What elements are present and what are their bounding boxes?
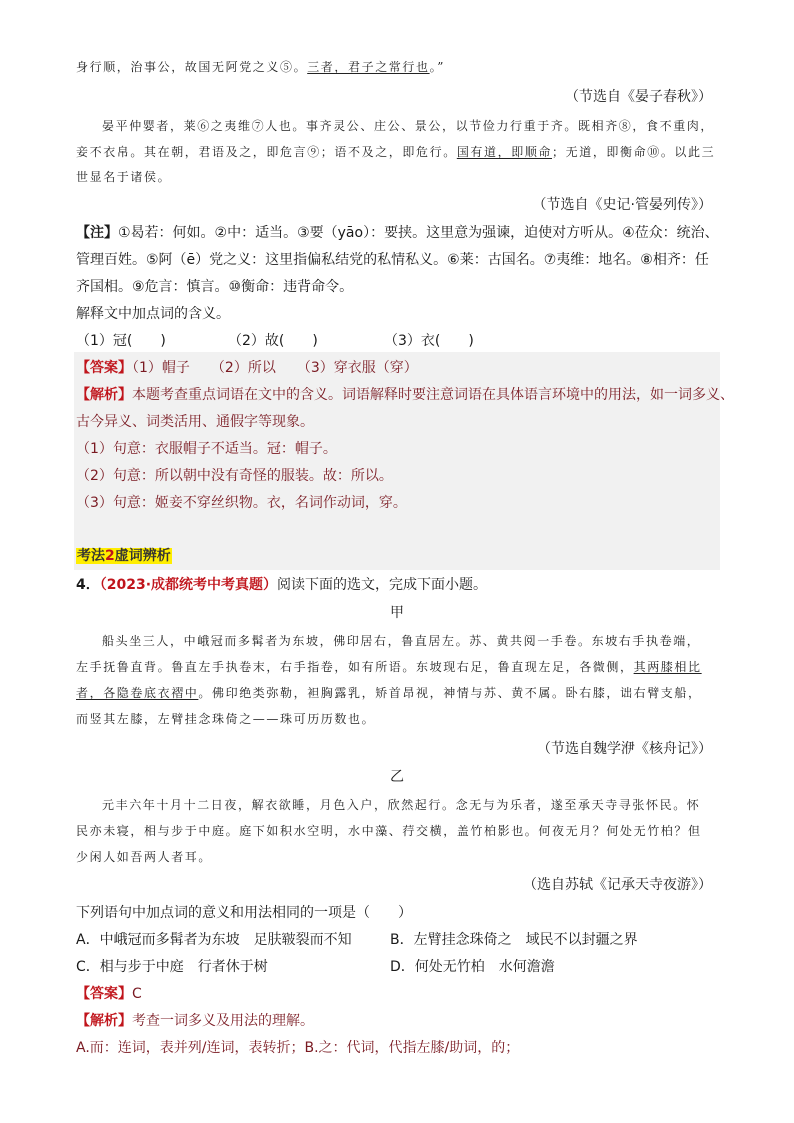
section-label-box bbox=[76, 548, 172, 564]
passage-text: 。” bbox=[429, 60, 445, 74]
passage-line: 元丰六年十月十二日夜，解衣欲睡，月色入户，欣然起行。念无与为乐者，遂至承天寺寻张怀民。怀 bbox=[102, 798, 701, 812]
question-blank-2: （2）故( ) bbox=[228, 333, 318, 349]
passage-line bbox=[76, 684, 702, 701]
section-number: 2 bbox=[105, 548, 115, 564]
section-title: 虚词辨析 bbox=[114, 548, 171, 564]
passage-line bbox=[76, 58, 445, 75]
underlined-sentence: 三者，君子之常行也 bbox=[307, 60, 430, 74]
passage-text: 身行顺，治事公，故国无阿党之义⑤。 bbox=[76, 60, 308, 74]
question-prompt: 阅读下面的选文，完成下面小题。 bbox=[277, 577, 488, 593]
passage-text: ；无道，即衡命⑩。以此三 bbox=[552, 145, 716, 159]
mcq-option-c: C．相与步于中庭 行者休于树 bbox=[76, 959, 268, 975]
passage-text: 妾不衣帛。其在朝，君语及之，即危言⑨；语不及之，即危行。 bbox=[76, 145, 457, 159]
analysis-text: 本题考查重点词语在文中的含义。词语解释时要注意词语在具体语言环境中的用法，如一词多义、 bbox=[132, 387, 734, 403]
mcq-option-a: A．中峨冠而多髯者为东坡 足肤皲裂而不知 bbox=[76, 932, 352, 948]
answer-line bbox=[76, 357, 418, 377]
question-header bbox=[76, 574, 487, 594]
mcq-prompt: 下列语句中加点词的意义和用法相同的一项是（ ） bbox=[76, 905, 412, 921]
passage-title-jia: 甲 bbox=[390, 605, 404, 621]
answer-line bbox=[76, 983, 142, 1003]
notes-label: 【注】 bbox=[76, 225, 118, 241]
answer-label: 【答案】 bbox=[76, 986, 132, 1002]
passage-line bbox=[76, 658, 702, 675]
analysis-line: （3）句意：姬妾不穿丝织物。衣，名词作动词，穿。 bbox=[76, 495, 407, 511]
section-label: 考法 bbox=[77, 548, 105, 564]
underlined-sentence: 国有道，即顺命 bbox=[456, 145, 553, 159]
question-source: （2023·成都统考中考真题） bbox=[99, 577, 278, 593]
analysis-line: 古今异义、词类活用、通假字等现象。 bbox=[76, 414, 314, 430]
analysis-line bbox=[76, 384, 734, 404]
source-citation: （节选自《晏子春秋》） bbox=[565, 89, 712, 105]
analysis-text: 考查一词多义及用法的理解。 bbox=[132, 1013, 314, 1029]
passage-line: 世显名于诸侯。 bbox=[76, 170, 172, 184]
answer-text: （1）帽子 （2）所以 （3）穿衣服（穿） bbox=[132, 360, 418, 376]
source-citation: （节选自《史记·管晏列传》） bbox=[532, 197, 712, 213]
question-blank-3: （3）衣( ) bbox=[384, 333, 474, 349]
passage-text: 。佛印绝类弥勒，袒胸露乳，矫首昂视，神情与苏、黄不属。卧右膝，诎右臂支船， bbox=[198, 686, 702, 700]
passage-line: 晏平仲婴者，莱⑥之夷维⑦人也。事齐灵公、庄公、景公，以节俭力行重于齐。既相齐⑧，食不重肉， bbox=[102, 119, 715, 133]
analysis-label: 【解析】 bbox=[76, 387, 132, 403]
passage-line bbox=[76, 143, 715, 160]
section-heading bbox=[76, 545, 172, 565]
passage-line: 少闲人如吾两人者耳。 bbox=[76, 850, 213, 864]
notes-line: 齐国相。⑨危言：慎言。⑩衡命：违背命令。 bbox=[76, 279, 354, 295]
source-citation: （节选自魏学洢《核舟记》） bbox=[537, 741, 712, 757]
analysis-line bbox=[76, 1010, 314, 1030]
mcq-option-d: D．何处无竹柏 水何澹澹 bbox=[390, 959, 555, 975]
underlined-sentence: 者，各隐卷底衣褶中 bbox=[76, 686, 199, 700]
question-prompt: 解释文中加点词的含义。 bbox=[76, 306, 230, 322]
source-citation: （选自苏轼《记承天寺夜游》） bbox=[523, 877, 712, 893]
analysis-line: A.而：连词，表并列/连词，表转折；B.之：代词，代指左膝/助词，的； bbox=[76, 1040, 520, 1056]
answer-label: 【答案】 bbox=[76, 360, 132, 376]
passage-text: 左手抚鲁直背。鲁直左手执卷末，右手指卷，如有所语。东坡现右足，鲁直现左足，各微侧， bbox=[76, 660, 634, 674]
analysis-line: （2）句意：所以朝中没有奇怪的服装。故：所以。 bbox=[76, 468, 393, 484]
notes-text: ①曷若：何如。②中：适当。③要（yāo）：要挟。这里意为强谏，迫使对方听从。④莅众：统治、 bbox=[118, 225, 719, 241]
underlined-sentence: 其两膝相比 bbox=[633, 660, 702, 674]
analysis-label: 【解析】 bbox=[76, 1013, 132, 1029]
analysis-line: （1）句意：衣服帽子不适当。冠：帽子。 bbox=[76, 441, 337, 457]
passage-line: 而竖其左膝，左臂挂念珠倚之——珠可历历数也。 bbox=[76, 712, 376, 726]
passage-line: 船头坐三人，中峨冠而多髯者为东坡，佛印居右，鲁直居左。苏、黄共阅一手卷。东坡右手执卷端， bbox=[102, 634, 701, 648]
question-blank-1: （1）冠( ) bbox=[76, 333, 166, 349]
mcq-option-b: B．左臂挂念珠倚之 域民不以封疆之界 bbox=[390, 932, 638, 948]
answer-text: C bbox=[132, 986, 142, 1002]
question-number: 4． bbox=[76, 577, 100, 593]
passage-line: 民亦未寝，相与步于中庭。庭下如积水空明，水中藻、荇交横，盖竹柏影也。何夜无月？何处无竹柏？但 bbox=[76, 824, 702, 838]
notes-line bbox=[76, 222, 719, 242]
passage-title-yi: 乙 bbox=[390, 769, 404, 785]
notes-line: 管理百姓。⑤阿（ē）党之义：这里指偏私结党的私情私义。⑥莱：古国名。⑦夷维：地名。⑧相齐：任 bbox=[76, 252, 709, 268]
